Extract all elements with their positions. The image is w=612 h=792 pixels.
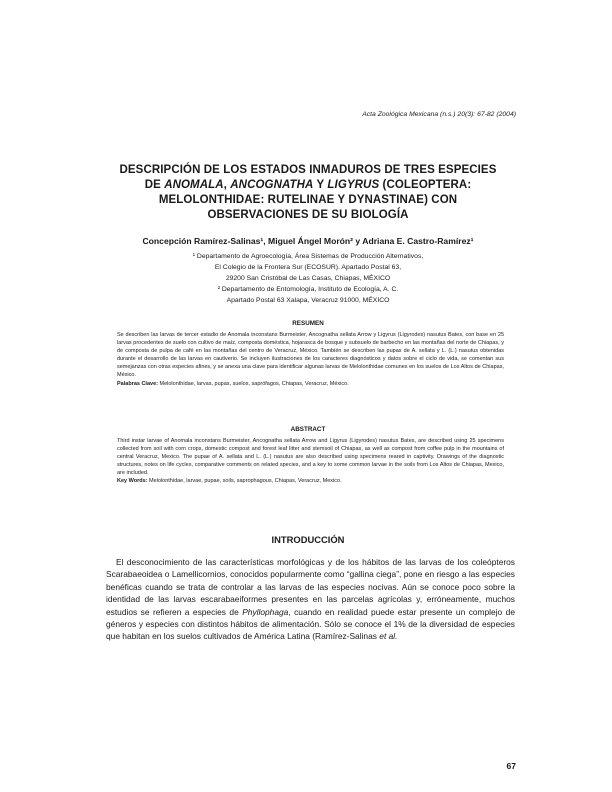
resumen-keywords-label: Palabras Clave:: [117, 380, 158, 387]
genus-ligyrus: LIGYRUS: [327, 179, 380, 191]
title-prefix: DE: [144, 179, 165, 191]
abstract-keywords-label: Key Words:: [117, 478, 148, 485]
intro-text-start: El desconocimiento de las características morfológicas y de los hábitos de las larvas de los coleópteros Scarabaeoidea o Lamellicornios, conocidos popularmente como “gallina ciega”, pone en riesgo a las especies benéficas cuando se trata de controlar a las larvas de las especies nocivas. Aún se conoce poco sobre la identidad de las larvas escarabaeiformes presentes en las parcelas agrícolas y, erróneamente, muchos estudios se refieren a especies de: [106, 557, 515, 617]
resumen-heading: RESUMEN: [292, 320, 324, 327]
authors: Concepción Ramírez-Salinas¹, Miguel Ángel Morón² y Adriana E. Castro-Ramírez¹: [142, 236, 474, 246]
introduccion-paragraph: [106, 556, 515, 643]
affiliation-line: ¹ Departamento de Agroecología, Área Sistemas de Producción Alternativos,: [192, 253, 424, 260]
article-title: [108, 163, 508, 223]
affiliation-line: Apartado Postal 63 Xalapa, Veracruz 91000, MÉXICO: [226, 297, 390, 304]
resumen-body: [117, 331, 504, 388]
introduccion-heading: INTRODUCCIÓN: [271, 534, 345, 545]
genus-anomala: ANOMALA: [164, 179, 224, 191]
page-number: 67: [506, 761, 516, 771]
abstract-body: [117, 437, 504, 486]
affiliations: [130, 251, 486, 306]
abstract-text: Third instar larvae of Anomala inconstans Burmeister, Ancognatha sellata Arrow and Ligyrus (Ligyrodes) nasutus Bates, are described using 25 specimens collected from soil with corn crops, domestic compost and forest leaf litter and stemsoil of Chiapas, as well as compost from coffee pulp in the mountains of central Veracruz, Mexico. The pupae of A. sellata and L. (L.) nasutus are also described using specimens reared in captivity. Drawings of the diagnostic structures, notes on life cycles, comparative comments on related species, and a key to some common larvae in the soils from Los Altos de Chiapas, Mexico, are included.: [117, 438, 504, 477]
title-sep-1: ,: [223, 179, 231, 191]
abstract-heading: ABSTRACT: [290, 426, 326, 433]
intro-et-al: et al.: [379, 631, 398, 642]
title-suffix: (COLEOPTERA:: [379, 179, 472, 191]
title-sep-2: Y: [313, 179, 328, 191]
resumen-text: Se describen las larvas de tercer estadio de Anomala inconstans Burmeister, Ancognatha sellata Arrow y Ligyrus (Ligyrodes) nasutus Bates, con base en 25 larvas procedentes de suelo con cultivo de maíz, composta doméstica, hojarasca de bosque y subsuelo de barbecho en las montañas del norte de Chiapas, y de composta de pulpa de café en las montañas del centro de Veracruz, México. También se describen las pupas de A. sellata y L. (L.) nasutus obtenidas durante el desarrollo de las larvas en cautiverio. Se incluyen ilustraciones de los caracteres diagnósticos y datos sobre el ciclo de vida, se comentan sus semejanzas con otras especies afines, y se anexa una clave para identificar algunas larvas de Melolonthidae comunes en los suelos de Los Altos de Chiapas, México.: [117, 332, 504, 379]
resumen-keywords: Melolonthidae, larvas, pupas, suelos, saprófagos, Chiapas, Veracruz, México.: [157, 380, 349, 387]
title-line-2: [108, 178, 508, 193]
title-line-3: MELOLONTHIDAE: RUTELINAE Y DYNASTINAE) CON: [158, 194, 458, 206]
genus-ancognatha: ANCOGNATHA: [230, 179, 314, 191]
affiliation-line: 29200 San Cristóbal de Las Casas, Chiapas, MÉXICO: [225, 275, 391, 282]
affiliation-line: El Colegio de la Frontera Sur (ECOSUR). Apartado Postal 63,: [214, 264, 402, 271]
intro-text-mid: , cuando en realidad puede estar presente un complejo de géneros y especies con distintos hábitos de alimentación. Sólo se conoce el 1% de la diversidad de especies que habitan en los suelos cultivados de América Latina (Ramírez-Salinas: [106, 606, 515, 642]
abstract-keywords: Melolonthidae, larvae, pupae, soils, saprophagous, Chiapas, Veracruz, Mexico.: [147, 478, 342, 485]
affiliation-line: ² Departamento de Entomología, Instituto de Ecología, A. C.: [217, 286, 399, 293]
introduccion-body: [106, 556, 515, 643]
title-line-4: OBSERVACIONES DE SU BIOLOGÍA: [207, 209, 409, 221]
journal-citation: Acta Zoológica Mexicana (n.s.) 20(3): 67-82 (2004): [362, 111, 516, 118]
genus-phyllophaga: Phyllophaga: [242, 606, 289, 617]
title-line-1: DESCRIPCIÓN DE LOS ESTADOS INMADUROS DE TRES ESPECIES: [119, 164, 497, 176]
